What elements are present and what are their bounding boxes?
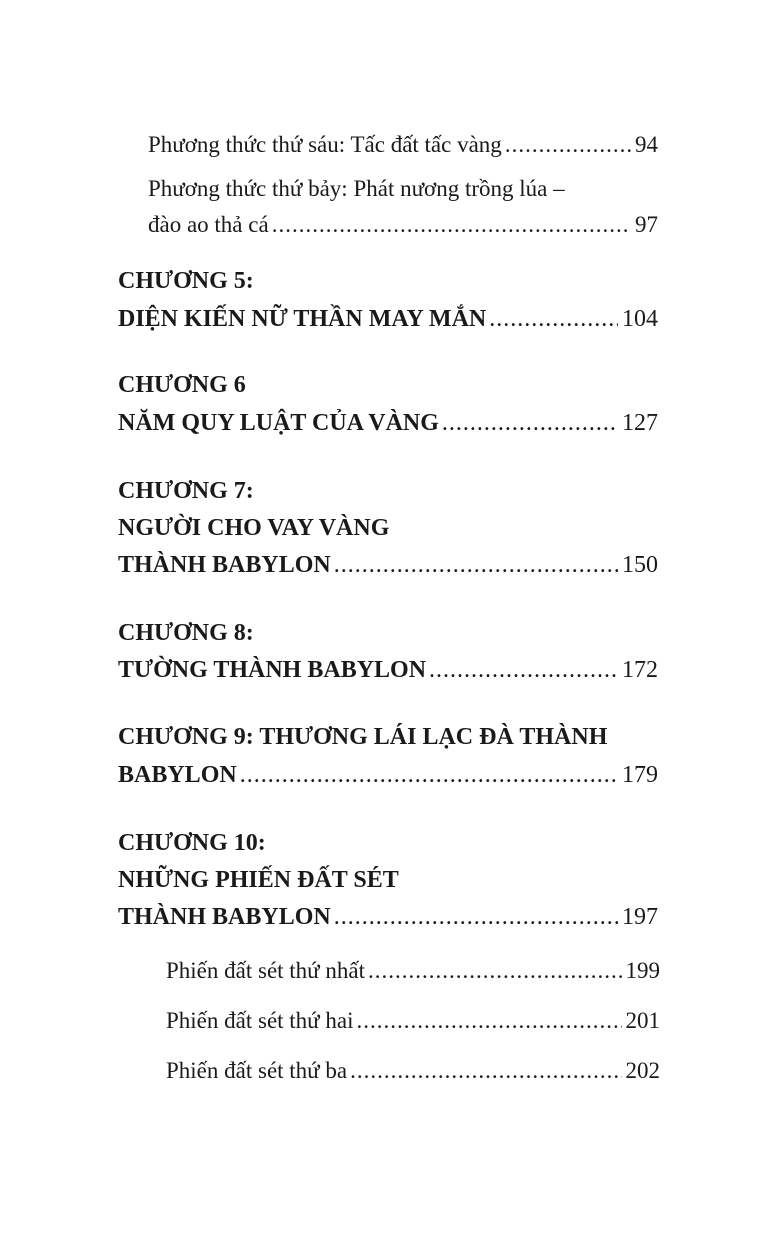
- dot-leader: [240, 762, 618, 789]
- dot-leader: [334, 904, 618, 931]
- toc-entry-page: 150: [622, 552, 658, 578]
- dot-leader: [505, 132, 631, 158]
- dot-leader: [334, 552, 618, 579]
- toc-entry-title: Phiến đất sét thứ ba: [166, 1058, 348, 1083]
- chapter-7-title-line1: NGƯỜI CHO VAY VÀNG: [118, 515, 390, 541]
- toc-entry-section-7-line1: Phương thức thứ bảy: Phát nương trồng lúa –: [148, 176, 565, 201]
- toc-entry-title: Phương thức thứ sáu: Tấc đất tấc vàng: [148, 132, 502, 157]
- toc-entry-page: 127: [622, 410, 658, 436]
- toc-entry-chapter-6: [118, 410, 658, 437]
- toc-entry-chapter-9: [118, 762, 658, 789]
- toc-entry-page: 201: [625, 1008, 660, 1033]
- toc-entry-page: 199: [625, 958, 660, 983]
- toc-entry-title: THÀNH BABYLON: [118, 904, 331, 930]
- dot-leader: [357, 1008, 622, 1034]
- toc-entry-page: 202: [625, 1058, 660, 1083]
- toc-entry-page: 94: [635, 132, 658, 157]
- dot-leader: [442, 410, 618, 437]
- dot-leader: [368, 958, 622, 984]
- toc-entry-page: 197: [622, 904, 658, 930]
- chapter-10-heading: CHƯƠNG 10:: [118, 830, 266, 856]
- toc-entry-page: 104: [622, 306, 658, 332]
- dot-leader: [350, 1058, 621, 1084]
- chapter-9-heading: CHƯƠNG 9: THƯƠNG LÁI LẠC ĐÀ THÀNH: [118, 724, 608, 750]
- toc-entry-title: BABYLON: [118, 762, 237, 788]
- toc-entry-section-6: [148, 132, 658, 158]
- chapter-6-heading: CHƯƠNG 6: [118, 372, 246, 398]
- toc-entry-page: 97: [635, 212, 658, 237]
- chapter-8-heading: CHƯƠNG 8:: [118, 620, 254, 646]
- toc-entry-page: 172: [622, 657, 658, 683]
- toc-entry-title: TƯỜNG THÀNH BABYLON: [118, 657, 427, 683]
- toc-entry-chapter-7: [118, 552, 658, 579]
- toc-entry-title: THÀNH BABYLON: [118, 552, 331, 578]
- dot-leader: [489, 306, 618, 333]
- toc-entry-tablet-1: [166, 958, 660, 984]
- chapter-7-heading: CHƯƠNG 7:: [118, 478, 254, 504]
- toc-entry-section-7: [148, 212, 658, 238]
- toc-entry-chapter-5: [118, 306, 658, 333]
- chapter-5-heading: CHƯƠNG 5:: [118, 268, 254, 294]
- toc-entry-page: 179: [622, 762, 658, 788]
- toc-entry-title: Phiến đất sét thứ nhất: [166, 958, 365, 983]
- toc-entry-chapter-8: [118, 657, 658, 684]
- chapter-10-title-line1: NHỮNG PHIẾN ĐẤT SÉT: [118, 867, 399, 893]
- toc-entry-title: Phiến đất sét thứ hai: [166, 1008, 354, 1033]
- dot-leader: [272, 212, 631, 238]
- toc-entry-title: DIỆN KIẾN NỮ THẦN MAY MẮN: [118, 306, 487, 332]
- toc-entry-tablet-2: [166, 1008, 660, 1034]
- toc-entry-tablet-3: [166, 1058, 660, 1084]
- toc-entry-chapter-10: [118, 904, 658, 931]
- toc-entry-title: NĂM QUY LUẬT CỦA VÀNG: [118, 410, 439, 436]
- dot-leader: [429, 657, 618, 684]
- toc-entry-title: đào ao thả cá: [148, 212, 269, 237]
